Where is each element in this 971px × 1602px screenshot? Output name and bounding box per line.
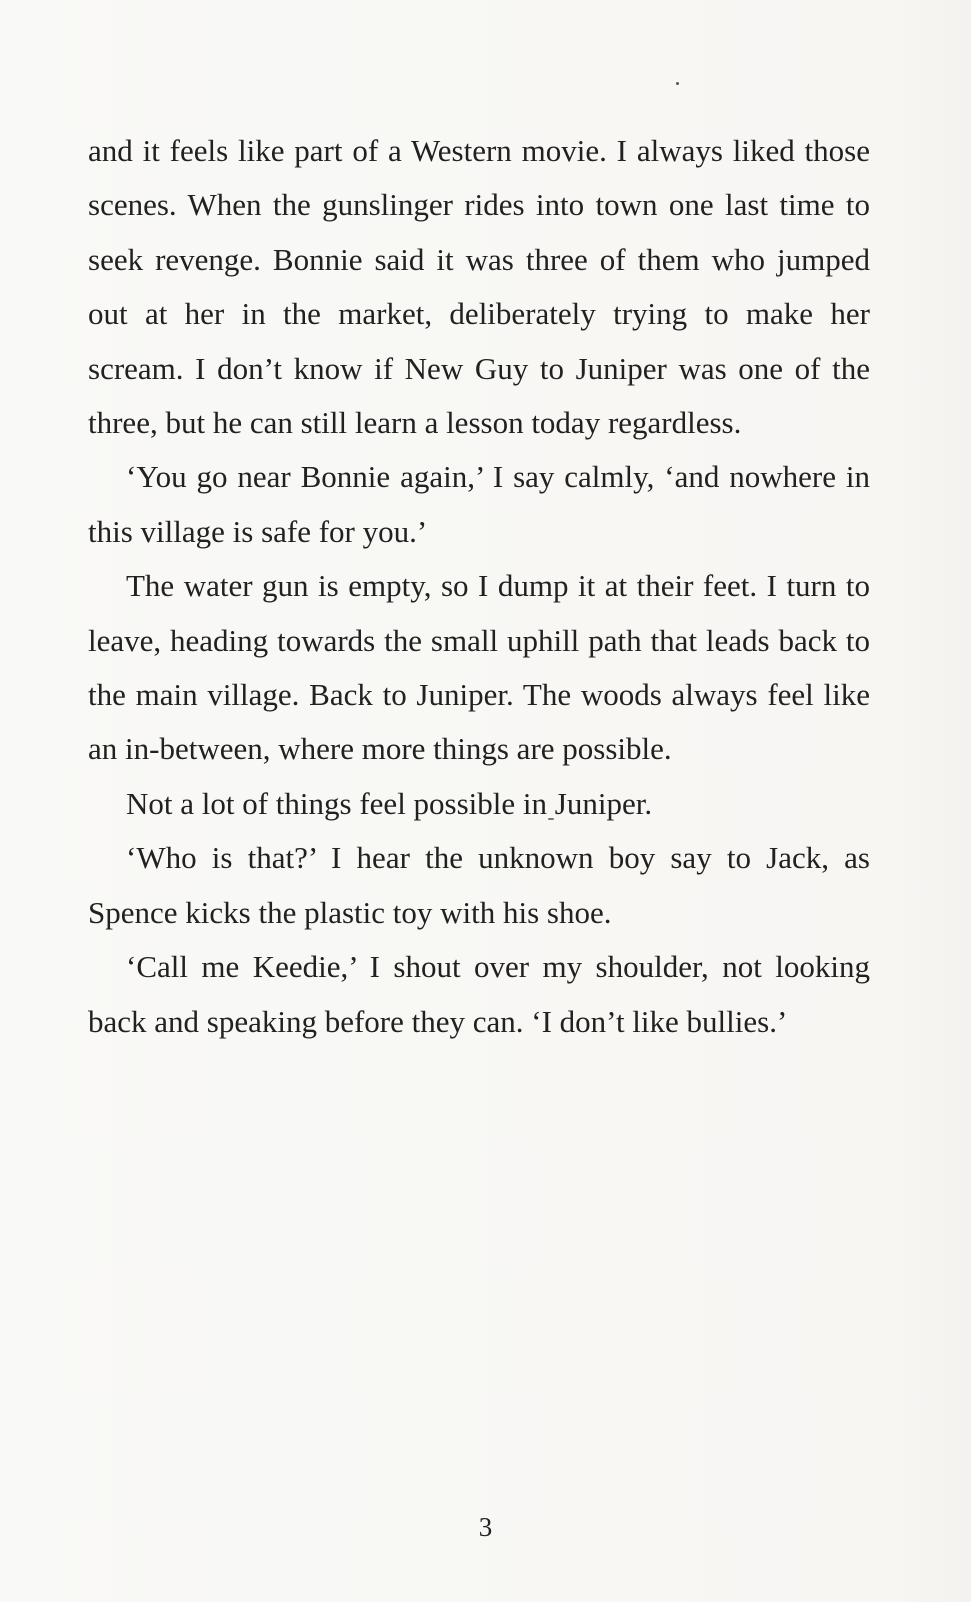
page-number: 3 — [478, 1512, 493, 1542]
paragraph: ‘Call me Keedie,’ I shout over my shoulder, not looking back and speaking before they can. ‘I don’t like bullies.’ — [88, 949, 870, 1039]
paragraph: Not a lot of things feel possible in Juniper. — [126, 785, 653, 821]
paragraph: The water gun is empty, so I dump it at their feet. I turn to leave, heading towards the small uphill path that leads back to the main village. Back to Juniper. The woods always feel like an in-between, where more things are possible. — [88, 568, 870, 767]
paper-speck — [676, 82, 679, 85]
paragraph: ‘Who is that?’ I hear the unknown boy say to Jack, as Spence kicks the plastic toy with his shoe. — [88, 840, 870, 930]
paragraph: and it feels like part of a Western movie. I always liked those scenes. When the gunslinger rides into town one last time to seek revenge. Bonnie said it was three of them who jumped out at her in the market, deliberately trying to make her scream. I don’t know if New Guy to Juniper was one of the three, but he can still learn a lesson today regardless. — [88, 133, 870, 441]
body-text — [88, 124, 870, 1049]
paragraph: ‘You go near Bonnie again,’ I say calmly, ‘and nowhere in this village is safe for you.’ — [88, 459, 870, 549]
